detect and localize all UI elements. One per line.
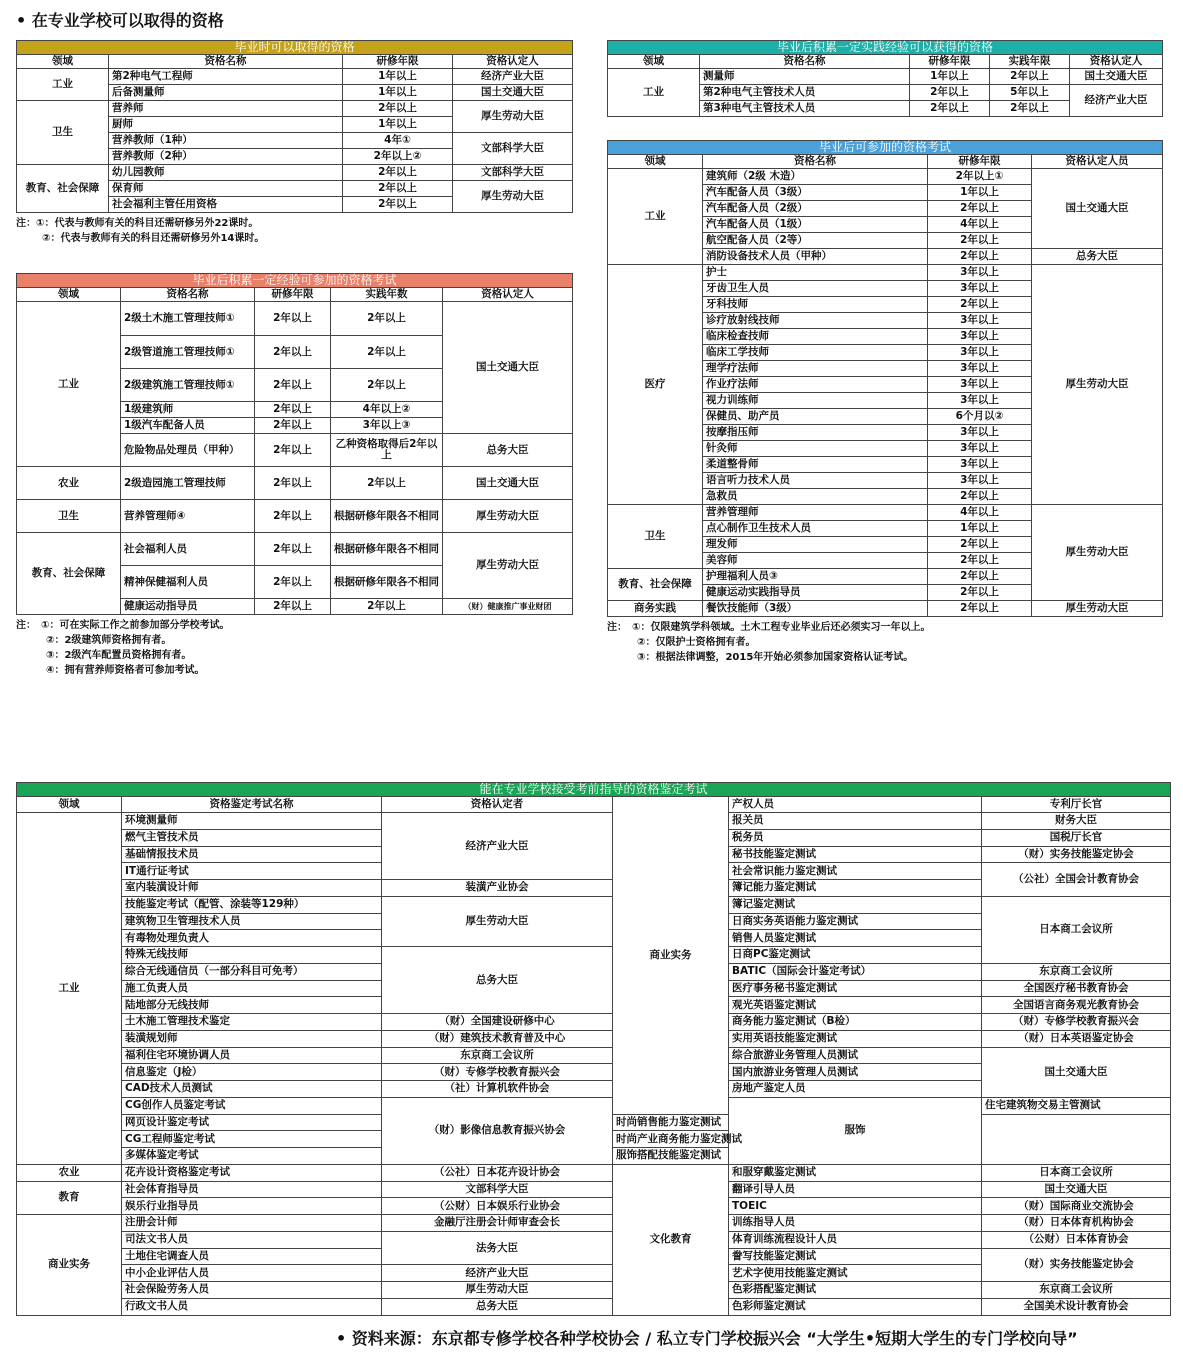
name-cell: 翻译引导人员 — [729, 1181, 982, 1198]
practice-cell: 3年以上③ — [331, 418, 443, 434]
years-cell: 2年以上 — [255, 402, 331, 418]
name-cell: 观光英语鉴定测试 — [729, 997, 982, 1014]
authority-cell: （社）计算机软件协会 — [382, 1081, 613, 1098]
authority-cell: 厚生劳动大臣 — [1032, 265, 1163, 505]
name-cell: 2级建筑施工管理技师① — [121, 369, 255, 402]
authority-cell: 经济产业大臣 — [382, 813, 613, 880]
name-cell: 娱乐行业指导员 — [122, 1198, 382, 1215]
years-cell: 2年以上 — [255, 500, 331, 533]
col-header: 资格认定人 — [443, 288, 573, 302]
name-cell: 航空配备人员（2等） — [703, 233, 928, 249]
authority-cell: 文部科学大臣 — [453, 133, 573, 165]
practice-cell: 乙种资格取得后2年以上 — [331, 434, 443, 467]
table-title: 毕业后积累一定经验可参加的资格考试 — [17, 274, 573, 288]
field-cell: 教育、社会保障 — [17, 533, 121, 615]
authority-cell: 经济产业大臣 — [1070, 85, 1163, 117]
years-cell: 1年以上 — [928, 521, 1032, 537]
name-cell: 税务员 — [729, 829, 982, 846]
years-cell: 1年以上 — [928, 185, 1032, 201]
years-cell: 3年以上 — [928, 313, 1032, 329]
authority-cell: （公社）全国会计教育协会 — [982, 863, 1171, 897]
practice-cell: 4年以上② — [331, 402, 443, 418]
name-cell: 汽车配备人员（3级） — [703, 185, 928, 201]
authority-cell: （财）日本英语鉴定协会 — [982, 1030, 1171, 1047]
name-cell: 簿记鉴定测试 — [729, 896, 982, 913]
field-cell: 工业 — [17, 302, 121, 467]
name-cell: 技能鉴定考试（配管、涂装等129种） — [122, 896, 382, 913]
authority-cell: （财）影像信息教育振兴协会 — [382, 1097, 613, 1164]
years-cell: 1年以上 — [343, 85, 453, 101]
name-cell: 网页设计鉴定考试 — [122, 1114, 382, 1131]
years-cell: 2年以上② — [343, 149, 453, 165]
name-cell: 商务能力鉴定测试（B检） — [729, 1014, 982, 1031]
years-cell: 2年以上 — [255, 434, 331, 467]
years-cell: 2年以上 — [255, 467, 331, 500]
name-cell: 1级汽车配备人员 — [121, 418, 255, 434]
authority-cell: 全国语言商务观光教育协会 — [982, 997, 1171, 1014]
authority-cell: 经济产业大臣 — [382, 1265, 613, 1282]
col-header: 实践年限 — [990, 55, 1070, 69]
name-cell: 汽车配备人员（1级） — [703, 217, 928, 233]
authority-cell: 总务大臣 — [382, 1298, 613, 1315]
name-cell: 2级造园施工管理技师 — [121, 467, 255, 500]
name-cell: 消防设备技术人员（甲种） — [703, 249, 928, 265]
practice-cell: 根据研修年限各不相同 — [331, 566, 443, 599]
name-cell: 基础情报技术员 — [122, 846, 382, 863]
col-header: 领域 — [17, 797, 122, 813]
name-cell: CG工程师鉴定考试 — [122, 1131, 382, 1148]
name-cell: 精神保健福利人员 — [121, 566, 255, 599]
name-cell: 时尚产业商务能力鉴定测试 — [613, 1131, 729, 1148]
years-cell: 6个月以② — [928, 409, 1032, 425]
practice-cell: 2年以上 — [331, 336, 443, 369]
field-cell: 卫生 — [17, 500, 121, 533]
authority-cell: 文部科学大臣 — [382, 1181, 613, 1198]
col-header: 资格名称 — [121, 288, 255, 302]
col-header: 领域 — [17, 55, 109, 69]
name-cell: 住宅建筑物交易主管测试 — [982, 1097, 1171, 1114]
years-cell: 3年以上 — [928, 377, 1032, 393]
name-cell: 装潢规划师 — [122, 1030, 382, 1047]
authority-cell: （财）日本体育机构协会 — [982, 1215, 1171, 1232]
authority-cell: （公财）日本娱乐行业协会 — [382, 1198, 613, 1215]
authority-cell: 总务大臣 — [443, 434, 573, 467]
authority-cell: 东京商工会议所 — [382, 1047, 613, 1064]
practice-cell: 2年以上 — [331, 599, 443, 615]
years-cell: 3年以上 — [928, 473, 1032, 489]
practice-cell: 2年以上 — [331, 302, 443, 336]
table-note: 注： ①：可在实际工作之前参加部分学校考试。 — [16, 620, 230, 631]
name-cell: 室内装潢设计师 — [122, 880, 382, 897]
years-cell: 1年以上 — [343, 69, 453, 85]
field-cell: 教育、社会保障 — [608, 569, 703, 601]
authority-cell: 装潢产业协会 — [382, 880, 613, 897]
table-note: 注： ①：仅限建筑学科领域。土木工程专业毕业后还必须实习一年以上。 — [607, 622, 931, 633]
name-cell: 餐饮技能师（3级） — [703, 601, 928, 617]
col-header: 资格认定人 — [453, 55, 573, 69]
years-cell: 2年以上 — [255, 566, 331, 599]
name-cell: 第3种电气主管技术人员 — [700, 101, 910, 117]
years-cell: 3年以上 — [928, 361, 1032, 377]
field-cell: 工业 — [17, 69, 109, 101]
name-cell: 销售人员鉴定测试 — [729, 930, 982, 947]
authority-cell: 厚生劳动大臣 — [443, 533, 573, 599]
practice-cell: 2年以上 — [331, 467, 443, 500]
name-cell: 中小企业评估人员 — [122, 1265, 382, 1282]
authority-cell: 国土交通大臣 — [982, 1181, 1171, 1198]
table-experience-exams — [16, 273, 573, 678]
name-cell: 医疗事务秘书鉴定测试 — [729, 980, 982, 997]
name-cell: 理学疗法师 — [703, 361, 928, 377]
field-cell: 农业 — [17, 1164, 122, 1181]
years-cell: 2年以上 — [910, 85, 990, 101]
years-cell: 3年以上 — [928, 393, 1032, 409]
name-cell: CAD技术人员测试 — [122, 1081, 382, 1098]
practice-cell: 根据研修年限各不相同 — [331, 500, 443, 533]
field-cell: 工业 — [608, 169, 703, 265]
name-cell: 产权人员 — [729, 797, 982, 813]
authority-cell: 东京商工会议所 — [982, 963, 1171, 980]
col-header: 领域 — [608, 55, 700, 69]
name-cell: 1级建筑师 — [121, 402, 255, 418]
name-cell: 营养教师（1种） — [109, 133, 343, 149]
name-cell: 临床检查技师 — [703, 329, 928, 345]
name-cell: 汽车配备人员（2级） — [703, 201, 928, 217]
years-cell: 3年以上 — [928, 425, 1032, 441]
name-cell: 房地产鉴定人员 — [729, 1081, 982, 1098]
name-cell: 健康运动指导员 — [121, 599, 255, 615]
table-title: 毕业后积累一定实践经验可以获得的资格 — [608, 41, 1163, 55]
years-cell: 3年以上 — [928, 329, 1032, 345]
years-cell: 2年以上 — [255, 369, 331, 402]
name-cell: 针灸师 — [703, 441, 928, 457]
years-cell: 2年以上 — [928, 201, 1032, 217]
table-note: ②：仅限护士资格拥有者。 — [637, 637, 756, 648]
authority-cell: （财）建筑技术教育普及中心 — [382, 1030, 613, 1047]
authority-cell: 全国美术设计教育协会 — [982, 1298, 1171, 1315]
col-header: 资格名称 — [703, 155, 928, 169]
name-cell: 环境测量师 — [122, 813, 382, 830]
authority-cell: （公社）日本花卉设计协会 — [382, 1164, 613, 1181]
years-cell: 2年以上 — [928, 553, 1032, 569]
name-cell: 柔道整骨师 — [703, 457, 928, 473]
name-cell: 国内旅游业务管理人员测试 — [729, 1064, 982, 1081]
name-cell: BATIC（国际会计鉴定考试） — [729, 963, 982, 980]
authority-cell: 总务大臣 — [382, 947, 613, 1014]
years-cell: 4年以上 — [928, 217, 1032, 233]
name-cell: 急救员 — [703, 489, 928, 505]
years-cell: 2年以上 — [343, 101, 453, 117]
authority-cell: （公财）日本体育协会 — [982, 1231, 1171, 1248]
authority-cell: 国土交通大臣 — [1070, 69, 1163, 85]
field-cell: 商业实务 — [613, 797, 729, 1115]
table-graduation-qualifications — [16, 40, 573, 246]
name-cell: 点心制作卫生技术人员 — [703, 521, 928, 537]
authority-cell: 财务大臣 — [982, 813, 1171, 830]
practice-cell: 2年以上 — [331, 369, 443, 402]
years-cell: 2年以上 — [928, 537, 1032, 553]
authority-cell: 厚生劳动大臣 — [1032, 505, 1163, 601]
name-cell: 社会福利主管任用资格 — [109, 197, 343, 213]
table-title: 毕业后可参加的资格考试 — [608, 141, 1163, 155]
col-header: 研修年限 — [255, 288, 331, 302]
practice-cell: 2年以上 — [990, 101, 1070, 117]
years-cell: 1年以上 — [910, 69, 990, 85]
authority-cell: 国土交通大臣 — [982, 1047, 1171, 1097]
page-title: • 在专业学校可以取得的资格 — [16, 11, 224, 30]
authority-cell: 厚生劳动大臣 — [382, 1282, 613, 1299]
name-cell: 作业疗法师 — [703, 377, 928, 393]
table-certification-exams — [16, 782, 1171, 1316]
field-cell: 农业 — [17, 467, 121, 500]
name-cell: 理发师 — [703, 537, 928, 553]
name-cell: 有毒物处理负责人 — [122, 930, 382, 947]
name-cell: 视力训练师 — [703, 393, 928, 409]
name-cell: 保健员、助产员 — [703, 409, 928, 425]
years-cell: 4年① — [343, 133, 453, 149]
name-cell: 营养师 — [109, 101, 343, 117]
authority-cell: 专利厅长官 — [982, 797, 1171, 813]
name-cell: 测量师 — [700, 69, 910, 85]
name-cell: 牙科技师 — [703, 297, 928, 313]
authority-cell: 厚生劳动大臣 — [1032, 601, 1163, 617]
years-cell: 2年以上 — [255, 336, 331, 369]
name-cell: 第2种电气工程师 — [109, 69, 343, 85]
years-cell: 2年以上 — [255, 599, 331, 615]
authority-cell: 东京商工会议所 — [982, 1282, 1171, 1299]
name-cell: 综合旅游业务管理人员测试 — [729, 1047, 982, 1064]
authority-cell: 国土交通大臣 — [443, 302, 573, 434]
years-cell: 3年以上 — [928, 441, 1032, 457]
name-cell: 危险物品处理员（甲种） — [121, 434, 255, 467]
authority-cell: 总务大臣 — [1032, 249, 1163, 265]
name-cell: 保育师 — [109, 181, 343, 197]
field-cell: 工业 — [608, 69, 700, 117]
name-cell: 报关员 — [729, 813, 982, 830]
authority-cell: （财）健康推广事业财团 — [443, 599, 573, 615]
authority-cell: 金融厅注册会计师审查会长 — [382, 1215, 613, 1232]
authority-cell: （财）专修学校教育振兴会 — [982, 1014, 1171, 1031]
name-cell: 健康运动实践指导员 — [703, 585, 928, 601]
name-cell: 色彩搭配鉴定测试 — [729, 1282, 982, 1299]
table-note: ②：2级建筑师资格拥有者。 — [46, 635, 172, 646]
years-cell: 2年以上 — [928, 569, 1032, 585]
authority-cell: 文部科学大臣 — [453, 165, 573, 181]
name-cell: 陆地部分无线技师 — [122, 997, 382, 1014]
authority-cell: 日本商工会议所 — [982, 896, 1171, 963]
col-header: 资格名称 — [109, 55, 343, 69]
col-header: 领域 — [17, 288, 121, 302]
name-cell: 秘书技能鉴定测试 — [729, 846, 982, 863]
years-cell: 2年以上 — [928, 233, 1032, 249]
years-cell: 2年以上 — [343, 181, 453, 197]
col-header: 研修年限 — [928, 155, 1032, 169]
authority-cell: 厚生劳动大臣 — [382, 896, 613, 946]
table-note: ③：根据法律调整，2015年开始必须参加国家资格认证考试。 — [637, 652, 914, 663]
name-cell: 厨师 — [109, 117, 343, 133]
name-cell: 土地住宅调查人员 — [122, 1248, 382, 1265]
field-cell: 文化教育 — [613, 1164, 729, 1315]
practice-cell: 根据研修年限各不相同 — [331, 533, 443, 566]
field-cell: 商业实务 — [17, 1215, 122, 1316]
years-cell: 2年以上 — [255, 533, 331, 566]
practice-cell: 2年以上 — [990, 69, 1070, 85]
table-post-graduation-exams — [607, 140, 1163, 665]
table-note: 注：①：代表与教师有关的科目还需研修另外22课时。 — [16, 218, 259, 229]
years-cell: 2年以上 — [910, 101, 990, 117]
field-cell: 工业 — [17, 813, 122, 1165]
name-cell: 2级管道施工管理技师① — [121, 336, 255, 369]
name-cell: 建筑物卫生管理技术人员 — [122, 913, 382, 930]
name-cell: IT通行证考试 — [122, 863, 382, 880]
practice-cell: 5年以上 — [990, 85, 1070, 101]
name-cell: 社会福利人员 — [121, 533, 255, 566]
authority-cell: 经济产业大臣 — [453, 69, 573, 85]
years-cell: 2年以上 — [928, 297, 1032, 313]
authority-cell: 厚生劳动大臣 — [453, 181, 573, 213]
name-cell: 护理福利人员③ — [703, 569, 928, 585]
name-cell: 特殊无线技师 — [122, 947, 382, 964]
name-cell: 后备测量师 — [109, 85, 343, 101]
name-cell: 燃气主管技术员 — [122, 829, 382, 846]
authority-cell: 厚生劳动大臣 — [443, 500, 573, 533]
authority-cell: （财）专修学校教育振兴会 — [382, 1064, 613, 1081]
name-cell: 簿记能力鉴定测试 — [729, 880, 982, 897]
field-cell: 医疗 — [608, 265, 703, 505]
authority-cell: 全国医疗秘书教育协会 — [982, 980, 1171, 997]
table-practice-qualifications — [607, 40, 1163, 117]
name-cell: 司法文书人员 — [122, 1231, 382, 1248]
authority-cell: （财）国际商业交流协会 — [982, 1198, 1171, 1215]
name-cell: CG创作人员鉴定考试 — [122, 1097, 382, 1114]
col-header: 实践年数 — [331, 288, 443, 302]
authority-cell: 国土交通大臣 — [443, 467, 573, 500]
field-cell: 教育 — [17, 1181, 122, 1215]
name-cell: TOEIC — [729, 1198, 982, 1215]
name-cell: 第2种电气主管技术人员 — [700, 85, 910, 101]
name-cell: 综合无线通信员（一部分科目可免考） — [122, 963, 382, 980]
field-cell: 卫生 — [17, 101, 109, 165]
name-cell: 多媒体鉴定考试 — [122, 1148, 382, 1165]
col-header: 研修年限 — [910, 55, 990, 69]
authority-cell: 国税厅长官 — [982, 829, 1171, 846]
name-cell: 实用英语技能鉴定测试 — [729, 1030, 982, 1047]
years-cell: 2年以上 — [255, 302, 331, 336]
table-note: ③：2级汽车配置员资格拥有者。 — [46, 650, 192, 661]
col-header: 资格名称 — [700, 55, 910, 69]
col-header: 领域 — [608, 155, 703, 169]
col-header: 研修年限 — [343, 55, 453, 69]
col-header: 资格认定人 — [1070, 55, 1163, 69]
name-cell: 2级土木施工管理技师① — [121, 302, 255, 336]
name-cell: 美容师 — [703, 553, 928, 569]
years-cell: 2年以上 — [255, 418, 331, 434]
years-cell: 2年以上 — [928, 585, 1032, 601]
name-cell: 施工负责人员 — [122, 980, 382, 997]
years-cell: 2年以上 — [928, 249, 1032, 265]
name-cell: 社会保险劳务人员 — [122, 1282, 382, 1299]
name-cell: 体育训练流程设计人员 — [729, 1231, 982, 1248]
authority-cell: （财）全国建设研修中心 — [382, 1014, 613, 1031]
authority-cell: （财）实务技能鉴定协会 — [982, 1248, 1171, 1282]
authority-cell: （财）实务技能鉴定协会 — [982, 846, 1171, 863]
name-cell: 信息鉴定（J检） — [122, 1064, 382, 1081]
table-note: ④：拥有营养师资格者可参加考试。 — [46, 665, 205, 676]
field-cell: 服饰 — [729, 1097, 982, 1164]
name-cell: 护士 — [703, 265, 928, 281]
field-cell: 商务实践 — [608, 601, 703, 617]
table-title: 能在专业学校接受考前指导的资格鉴定考试 — [17, 783, 1171, 797]
name-cell: 诊疗放射线技师 — [703, 313, 928, 329]
col-header: 资格鉴定考试名称 — [122, 797, 382, 813]
name-cell: 日商实务英语能力鉴定测试 — [729, 913, 982, 930]
table-title: 毕业时可以取得的资格 — [17, 41, 573, 55]
years-cell: 2年以上 — [343, 165, 453, 181]
name-cell: 艺术字使用技能鉴定测试 — [729, 1265, 982, 1282]
name-cell: 土木施工管理技术鉴定 — [122, 1014, 382, 1031]
name-cell: 社会体育指导员 — [122, 1181, 382, 1198]
name-cell: 时尚销售能力鉴定测试 — [613, 1114, 729, 1131]
field-cell: 卫生 — [608, 505, 703, 569]
name-cell: 花卉设计资格鉴定考试 — [122, 1164, 382, 1181]
name-cell: 行政文书人员 — [122, 1298, 382, 1315]
years-cell: 3年以上 — [928, 345, 1032, 361]
name-cell: 注册会计师 — [122, 1215, 382, 1232]
name-cell: 服饰搭配技能鉴定测试 — [613, 1148, 729, 1165]
authority-cell: 日本商工会议所 — [982, 1164, 1171, 1181]
table-note: ②：代表与教师有关的科目还需研修另外14课时。 — [42, 233, 265, 244]
years-cell: 4年以上 — [928, 505, 1032, 521]
name-cell: 幼儿园教师 — [109, 165, 343, 181]
years-cell: 2年以上 — [928, 601, 1032, 617]
name-cell: 色彩师鉴定测试 — [729, 1298, 982, 1315]
years-cell: 3年以上 — [928, 457, 1032, 473]
years-cell: 3年以上 — [928, 265, 1032, 281]
name-cell: 福利住宅环境协调人员 — [122, 1047, 382, 1064]
name-cell: 临床工学技师 — [703, 345, 928, 361]
name-cell: 训练指导人员 — [729, 1215, 982, 1232]
years-cell: 3年以上 — [928, 281, 1032, 297]
name-cell: 日商PC鉴定测试 — [729, 947, 982, 964]
authority-cell: 国土交通大臣 — [453, 85, 573, 101]
name-cell: 营养管理师 — [703, 505, 928, 521]
years-cell: 1年以上 — [343, 117, 453, 133]
name-cell: 语言听力技术人员 — [703, 473, 928, 489]
authority-cell: 法务大臣 — [382, 1231, 613, 1265]
years-cell: 2年以上① — [928, 169, 1032, 185]
authority-cell: 国土交通大臣 — [1032, 169, 1163, 249]
col-header: 资格认定者 — [382, 797, 613, 813]
name-cell: 营养管理师④ — [121, 500, 255, 533]
years-cell: 2年以上 — [343, 197, 453, 213]
years-cell: 2年以上 — [928, 489, 1032, 505]
name-cell: 社会常识能力鉴定测试 — [729, 863, 982, 880]
source-note: • 资料来源：东京都专修学校各种学校协会 / 私立专门学校振兴会 “大学生•短期大学生的专门学校向导” — [336, 1329, 1078, 1348]
name-cell: 誊写技能鉴定测试 — [729, 1248, 982, 1265]
name-cell: 建筑师（2级 木造） — [703, 169, 928, 185]
name-cell: 牙齿卫生人员 — [703, 281, 928, 297]
field-cell: 教育、社会保障 — [17, 165, 109, 213]
name-cell: 营养教师（2种） — [109, 149, 343, 165]
name-cell: 和服穿戴鉴定测试 — [729, 1164, 982, 1181]
authority-cell: 厚生劳动大臣 — [453, 101, 573, 133]
col-header: 资格认定人员 — [1032, 155, 1163, 169]
name-cell: 按摩指压师 — [703, 425, 928, 441]
